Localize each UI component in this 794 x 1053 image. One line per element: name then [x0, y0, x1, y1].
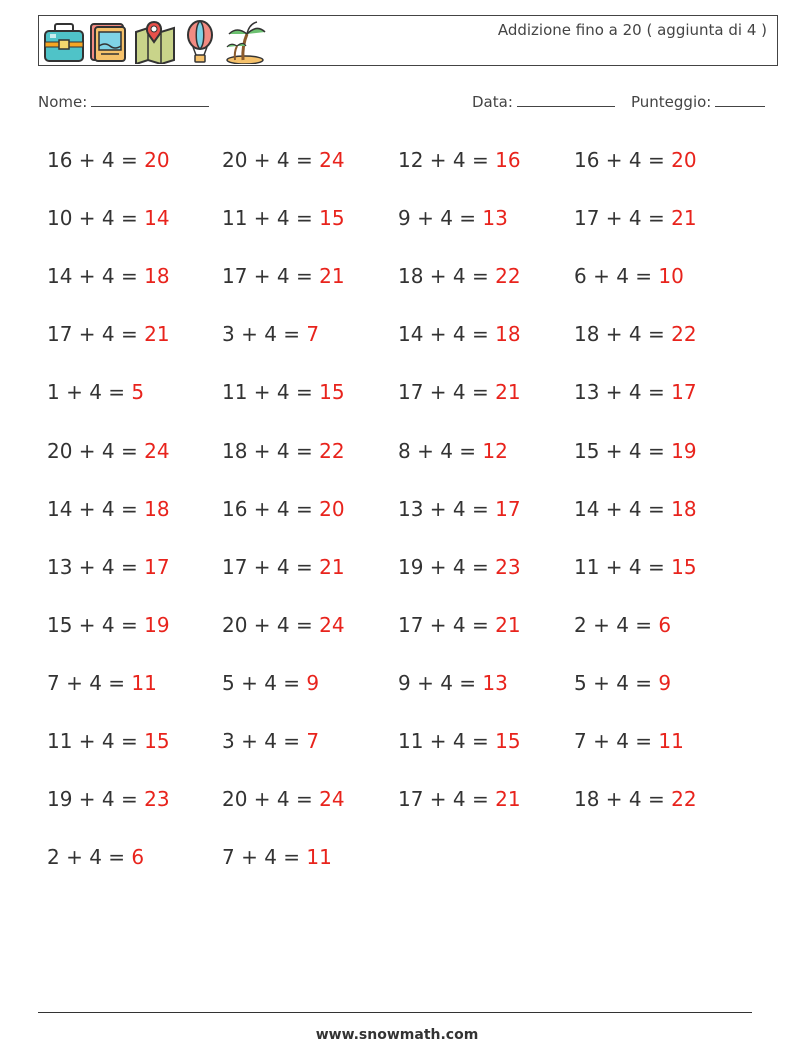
problem-answer: 21: [144, 322, 170, 346]
problem-expression: 13 + 4 =: [47, 555, 145, 579]
problem-answer: 21: [495, 787, 521, 811]
problem-expression: 17 + 4 =: [398, 613, 496, 637]
addition-problem: [47, 668, 157, 698]
addition-problem: [398, 145, 521, 175]
score-label: Punteggio:: [631, 93, 712, 111]
addition-problem: [222, 494, 345, 524]
addition-problem: [222, 610, 345, 640]
addition-problem: [222, 668, 319, 698]
addition-problem: [574, 261, 684, 291]
problem-expression: 6 + 4 =: [574, 264, 659, 288]
problem-expression: 17 + 4 =: [574, 206, 672, 230]
problem-answer: 11: [131, 671, 157, 695]
addition-problem: [222, 436, 345, 466]
problem-expression: 18 + 4 =: [222, 439, 320, 463]
addition-problem: [222, 319, 319, 349]
problem-expression: 11 + 4 =: [222, 380, 320, 404]
problem-answer: 9: [658, 671, 672, 695]
problem-expression: 17 + 4 =: [222, 555, 320, 579]
problem-answer: 18: [671, 497, 697, 521]
addition-problem: [222, 552, 345, 582]
problem-answer: 21: [319, 555, 345, 579]
addition-problem: [222, 203, 345, 233]
problem-answer: 24: [319, 148, 345, 172]
problem-expression: 17 + 4 =: [47, 322, 145, 346]
addition-problem: [47, 436, 170, 466]
addition-problem: [47, 552, 170, 582]
addition-problem: [47, 203, 170, 233]
problem-expression: 13 + 4 =: [574, 380, 672, 404]
addition-problem: [398, 494, 521, 524]
addition-problem: [47, 784, 170, 814]
problem-expression: 1 + 4 =: [47, 380, 132, 404]
problem-expression: 3 + 4 =: [222, 322, 307, 346]
problem-expression: 11 + 4 =: [398, 729, 496, 753]
addition-problem: [222, 145, 345, 175]
date-blank[interactable]: [517, 92, 615, 107]
problem-answer: 7: [306, 322, 320, 346]
problem-answer: 18: [144, 264, 170, 288]
addition-problem: [398, 784, 521, 814]
addition-problem: [574, 784, 697, 814]
problem-expression: 20 + 4 =: [47, 439, 145, 463]
addition-problem: [574, 726, 684, 756]
problem-answer: 22: [495, 264, 521, 288]
addition-problem: [398, 610, 521, 640]
problem-expression: 8 + 4 =: [398, 439, 483, 463]
addition-problem: [398, 552, 521, 582]
addition-problem: [574, 610, 671, 640]
problem-answer: 15: [671, 555, 697, 579]
addition-problem: [398, 726, 521, 756]
problem-expression: 14 + 4 =: [47, 497, 145, 521]
problem-answer: 19: [144, 613, 170, 637]
addition-problem: [222, 726, 319, 756]
problem-answer: 14: [144, 206, 170, 230]
problem-expression: 9 + 4 =: [398, 206, 483, 230]
addition-problem: [574, 203, 697, 233]
problem-answer: 17: [495, 497, 521, 521]
problem-expression: 17 + 4 =: [222, 264, 320, 288]
addition-problem: [574, 494, 697, 524]
postcards-icon: [89, 20, 129, 64]
problem-answer: 11: [658, 729, 684, 753]
problem-expression: 2 + 4 =: [574, 613, 659, 637]
addition-problem: [398, 261, 521, 291]
problem-answer: 13: [482, 206, 508, 230]
name-blank[interactable]: [91, 92, 209, 107]
problem-answer: 22: [319, 439, 345, 463]
problem-expression: 11 + 4 =: [574, 555, 672, 579]
problem-expression: 17 + 4 =: [398, 787, 496, 811]
addition-problem: [47, 726, 170, 756]
map-pin-icon: [133, 20, 177, 64]
problem-answer: 23: [495, 555, 521, 579]
problem-answer: 6: [131, 845, 145, 869]
problem-expression: 7 + 4 =: [47, 671, 132, 695]
addition-problem: [47, 842, 144, 872]
problem-expression: 19 + 4 =: [398, 555, 496, 579]
problem-answer: 21: [495, 613, 521, 637]
addition-problem: [222, 784, 345, 814]
problem-expression: 14 + 4 =: [574, 497, 672, 521]
problem-expression: 20 + 4 =: [222, 148, 320, 172]
problem-answer: 18: [144, 497, 170, 521]
footer-divider: [38, 1012, 752, 1013]
problem-expression: 18 + 4 =: [398, 264, 496, 288]
problem-expression: 5 + 4 =: [574, 671, 659, 695]
addition-problem: [574, 319, 697, 349]
problem-expression: 2 + 4 =: [47, 845, 132, 869]
problem-answer: 18: [495, 322, 521, 346]
problem-answer: 5: [131, 380, 145, 404]
problem-answer: 24: [319, 787, 345, 811]
addition-problem: [47, 610, 170, 640]
problem-answer: 21: [319, 264, 345, 288]
date-label: Data:: [472, 93, 513, 111]
addition-problem: [574, 552, 697, 582]
problem-expression: 11 + 4 =: [47, 729, 145, 753]
problem-expression: 5 + 4 =: [222, 671, 307, 695]
problem-answer: 22: [671, 787, 697, 811]
student-info-row: [38, 92, 770, 116]
problem-answer: 10: [658, 264, 684, 288]
problem-answer: 24: [144, 439, 170, 463]
date-field[interactable]: [472, 92, 615, 111]
addition-problem: [222, 842, 332, 872]
addition-problem: [47, 145, 170, 175]
problem-expression: 7 + 4 =: [574, 729, 659, 753]
problem-answer: 7: [306, 729, 320, 753]
problem-answer: 9: [306, 671, 320, 695]
addition-problem: [574, 668, 671, 698]
problem-answer: 20: [144, 148, 170, 172]
score-blank[interactable]: [715, 92, 765, 107]
problem-answer: 21: [671, 206, 697, 230]
problem-answer: 22: [671, 322, 697, 346]
problem-expression: 16 + 4 =: [222, 497, 320, 521]
addition-problem: [398, 436, 508, 466]
worksheet-header: [38, 15, 778, 66]
problem-answer: 15: [495, 729, 521, 753]
worksheet-title: Addizione fino a 20 ( aggiunta di 4 ): [497, 21, 767, 39]
problem-answer: 11: [306, 845, 332, 869]
name-label: Nome:: [38, 93, 88, 111]
addition-problem: [574, 436, 697, 466]
addition-problem: [574, 145, 697, 175]
problem-answer: 15: [144, 729, 170, 753]
addition-problem: [398, 319, 521, 349]
score-field[interactable]: [631, 92, 765, 111]
addition-problem: [398, 668, 508, 698]
suitcase-icon: [43, 20, 85, 64]
problem-answer: 20: [319, 497, 345, 521]
problem-expression: 3 + 4 =: [222, 729, 307, 753]
problem-expression: 17 + 4 =: [398, 380, 496, 404]
problem-answer: 23: [144, 787, 170, 811]
addition-problem: [47, 319, 170, 349]
problem-expression: 14 + 4 =: [398, 322, 496, 346]
addition-problem: [47, 494, 170, 524]
problem-answer: 24: [319, 613, 345, 637]
addition-problem: [222, 261, 345, 291]
footer-url: www.snowmath.com: [315, 1027, 479, 1043]
problem-expression: 13 + 4 =: [398, 497, 496, 521]
problem-answer: 17: [671, 380, 697, 404]
addition-problem: [47, 377, 144, 407]
problem-answer: 19: [671, 439, 697, 463]
problem-expression: 9 + 4 =: [398, 671, 483, 695]
problem-expression: 16 + 4 =: [574, 148, 672, 172]
problem-expression: 20 + 4 =: [222, 787, 320, 811]
problem-expression: 15 + 4 =: [574, 439, 672, 463]
problem-expression: 18 + 4 =: [574, 787, 672, 811]
problem-answer: 13: [482, 671, 508, 695]
addition-problem: [398, 203, 508, 233]
addition-problem: [398, 377, 521, 407]
addition-problem: [47, 261, 170, 291]
problem-answer: 6: [658, 613, 672, 637]
addition-problem: [574, 377, 697, 407]
addition-problem: [222, 377, 345, 407]
problem-answer: 16: [495, 148, 521, 172]
problem-answer: 15: [319, 380, 345, 404]
problem-expression: 18 + 4 =: [574, 322, 672, 346]
problem-expression: 19 + 4 =: [47, 787, 145, 811]
hot-air-balloon-icon: [183, 20, 217, 64]
problem-expression: 20 + 4 =: [222, 613, 320, 637]
name-field[interactable]: [38, 92, 209, 111]
problem-answer: 20: [671, 148, 697, 172]
problem-expression: 11 + 4 =: [222, 206, 320, 230]
problem-answer: 21: [495, 380, 521, 404]
problem-expression: 15 + 4 =: [47, 613, 145, 637]
problem-answer: 15: [319, 206, 345, 230]
problem-expression: 7 + 4 =: [222, 845, 307, 869]
problem-answer: 12: [482, 439, 508, 463]
problem-expression: 10 + 4 =: [47, 206, 145, 230]
problem-expression: 14 + 4 =: [47, 264, 145, 288]
problem-expression: 12 + 4 =: [398, 148, 496, 172]
problem-answer: 17: [144, 555, 170, 579]
problem-expression: 16 + 4 =: [47, 148, 145, 172]
palm-island-icon: [223, 20, 267, 64]
